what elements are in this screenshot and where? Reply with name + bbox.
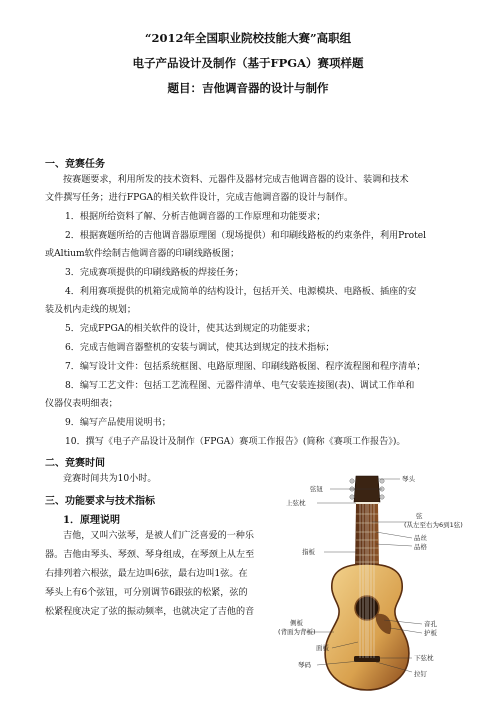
label-pinge: 品格 <box>414 543 427 551</box>
label-xiaxianzhen: 下弦枕 <box>414 654 434 662</box>
task-item-5: 5．完成FPGA的相关软件的设计，使其达到规定的功能要求； <box>65 324 316 334</box>
label-zhiban: 指板 <box>302 548 315 556</box>
section-2-heading: 二、竞赛时间 <box>45 458 105 469</box>
label-pinxian: 品丝 <box>414 534 427 542</box>
doc-title-line-3: 题目：吉他调音器的设计与制作 <box>167 81 329 95</box>
principle-line-3: 右排列着六根弦，最左边叫6弦，最右边叫1弦。在 <box>45 569 248 579</box>
label-yinkong: 音孔 <box>424 620 437 628</box>
task-item-4: 4．利用赛项提供的机箱完成简单的结构设计，包括开关、电源模块、电路板、插座的安 <box>65 287 417 297</box>
task-item-1: 1．根据所给资料了解、分析吉他调音器的工作原理和功能要求； <box>65 212 326 222</box>
task-item-7: 7．编写设计文件：包括系统框图、电路原理图、印刷线路板图、程序流程图和程序清单； <box>65 362 426 372</box>
label-qintou: 琴头 <box>402 475 415 483</box>
section-3-subheading: 1．原理说明 <box>63 515 120 526</box>
label-cebang: 侧板 <box>290 619 303 627</box>
task-item-6: 6．完成吉他调音器整机的安装与调试，使其达到规定的技术指标； <box>65 343 335 353</box>
section-1-heading: 一、竞赛任务 <box>45 159 105 170</box>
task-item-9: 9．编写产品使用说明书； <box>65 418 171 428</box>
guitar-body-icon <box>325 564 409 690</box>
label-mianban: 面板 <box>316 644 329 652</box>
task-item-10: 10．撰写《电子产品设计及制作（FPGA）赛项工作报告》(简称《赛项工作报告》)。 <box>65 437 406 447</box>
label-qinma: 琴码 <box>298 661 311 669</box>
section-3-heading: 三、功能要求与技术指标 <box>45 496 155 507</box>
principle-line-2: 器。吉他由琴头、琴颈、琴身组成，在琴颈上从左至 <box>45 550 255 560</box>
label-lading: 拉钉 <box>414 670 427 678</box>
guitar-neck-icon <box>355 504 379 568</box>
task-item-3: 3．完成赛项提供的印刷线路板的焊接任务； <box>65 268 244 278</box>
guitar-diagram <box>272 472 474 694</box>
task-item-8-cont: 仪器仪表明细表； <box>45 399 118 409</box>
principle-line-4: 琴头上有6个弦钮，可分别调节6跟弦的松紧，弦的 <box>45 588 248 598</box>
label-xianniu: 弦钮 <box>310 485 323 493</box>
guitar-nut-icon <box>355 502 379 504</box>
principle-line-5: 松紧程度决定了弦的振动频率，也就决定了吉他的音 <box>45 607 255 617</box>
task-item-2: 2．根据赛题所给的吉他调音器原理图（现场提供）和印刷线路板的约束条件，利用Protel <box>65 231 427 241</box>
doc-title-line-1: “2012年全国职业院校技能大赛”高职组 <box>144 31 352 45</box>
section-1-intro-line-1: 按赛题要求，利用所发的技术资料、元器件及器材完成吉他调音器的设计、装调和技术 <box>63 175 409 185</box>
label-xian-note: (从左至右为6到1弦) <box>404 521 463 529</box>
label-xian: 弦 <box>416 512 423 520</box>
task-item-2-cont: 或Altium软件绘制吉他调音器的印刷线路板图； <box>45 249 240 259</box>
section-1-intro-line-2: 文件撰写任务；进行FPGA的相关软件设计，完成吉他调音器的设计与制作。 <box>45 193 354 203</box>
task-item-8: 8．编写工艺文件：包括工艺流程图、元器件清单、电气安装连接图(表)、调试工作单和 <box>65 381 415 391</box>
task-item-4-cont: 装及机内走线的规划； <box>45 305 136 315</box>
section-2-text: 竞赛时间共为10小时。 <box>63 474 157 484</box>
label-cebang-note: (背面为背板) <box>278 628 316 636</box>
principle-line-1: 吉他，又叫六弦琴，是被人们广泛喜爱的一种乐 <box>63 531 254 541</box>
doc-title-line-2: 电子产品设计及制作（基于FPGA）赛项样题 <box>132 56 364 70</box>
label-huban: 护板 <box>424 629 437 637</box>
sound-hole-icon <box>355 596 379 620</box>
label-shangxianzhen: 上弦枕 <box>286 499 306 507</box>
